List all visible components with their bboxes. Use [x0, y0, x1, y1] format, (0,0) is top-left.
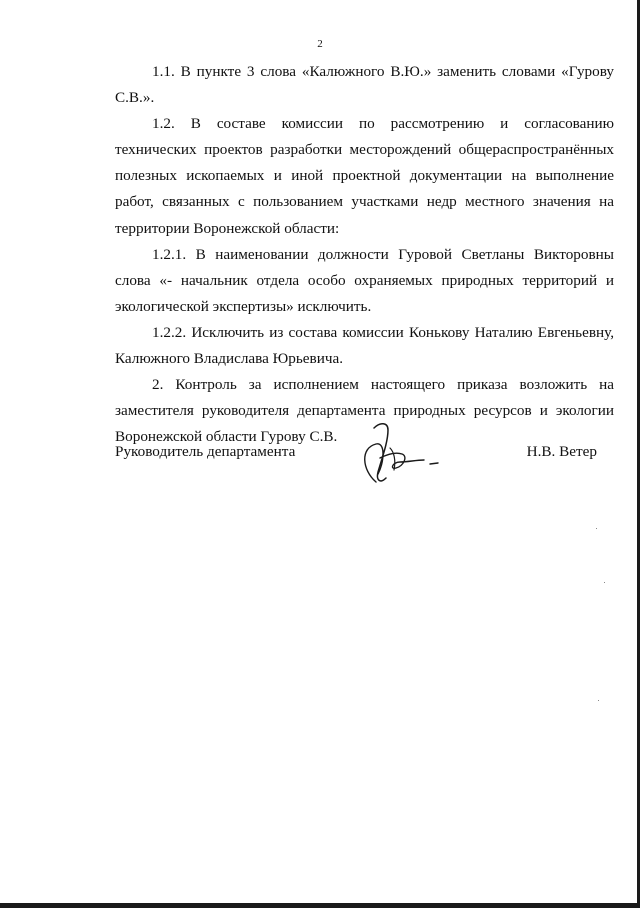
- paragraph-1-2-1: 1.2.1. В наименовании должности Гуровой Светланы Викторовны слова «- начальник отдела особо охраняемых природных территорий и экологической экспертизы» исключить.: [115, 245, 614, 315]
- paragraph-1-2: 1.2. В составе комиссии по рассмотрению и согласованию технических проектов разработки месторождений общераспространённых полезных ископаемых и иной проектной документации на выполнение работ, связанных с пользованием участками недр местного значения на территории Воронежской области:: [115, 115, 614, 237]
- document-body: [115, 59, 614, 450]
- scan-border-bottom: [0, 903, 640, 908]
- signatory-name: Н.В. Ветер: [526, 443, 597, 460]
- paragraph-1-1: 1.1. В пункте 3 слова «Калюжного В.Ю.» заменить словами «Гурову С.В.».: [115, 63, 614, 107]
- signatory-position: Руководитель департамента: [115, 443, 296, 460]
- handwritten-signature: [346, 418, 450, 490]
- paragraph-2: 2. Контроль за исполнением настоящего приказа возложить на заместителя руководителя департамента природных ресурсов и экологии Воронежской области Гурову С.В.: [115, 376, 614, 446]
- signature-block: [115, 443, 614, 493]
- paragraph-1-2-2: 1.2.2. Исключить из состава комиссии Конькову Наталию Евгеньевну, Калюжного Владислава Юрьевича.: [115, 323, 614, 368]
- scan-speck: [604, 582, 605, 583]
- page-number: 2: [317, 38, 323, 50]
- scan-speck: [596, 528, 597, 529]
- scan-speck: [598, 700, 599, 701]
